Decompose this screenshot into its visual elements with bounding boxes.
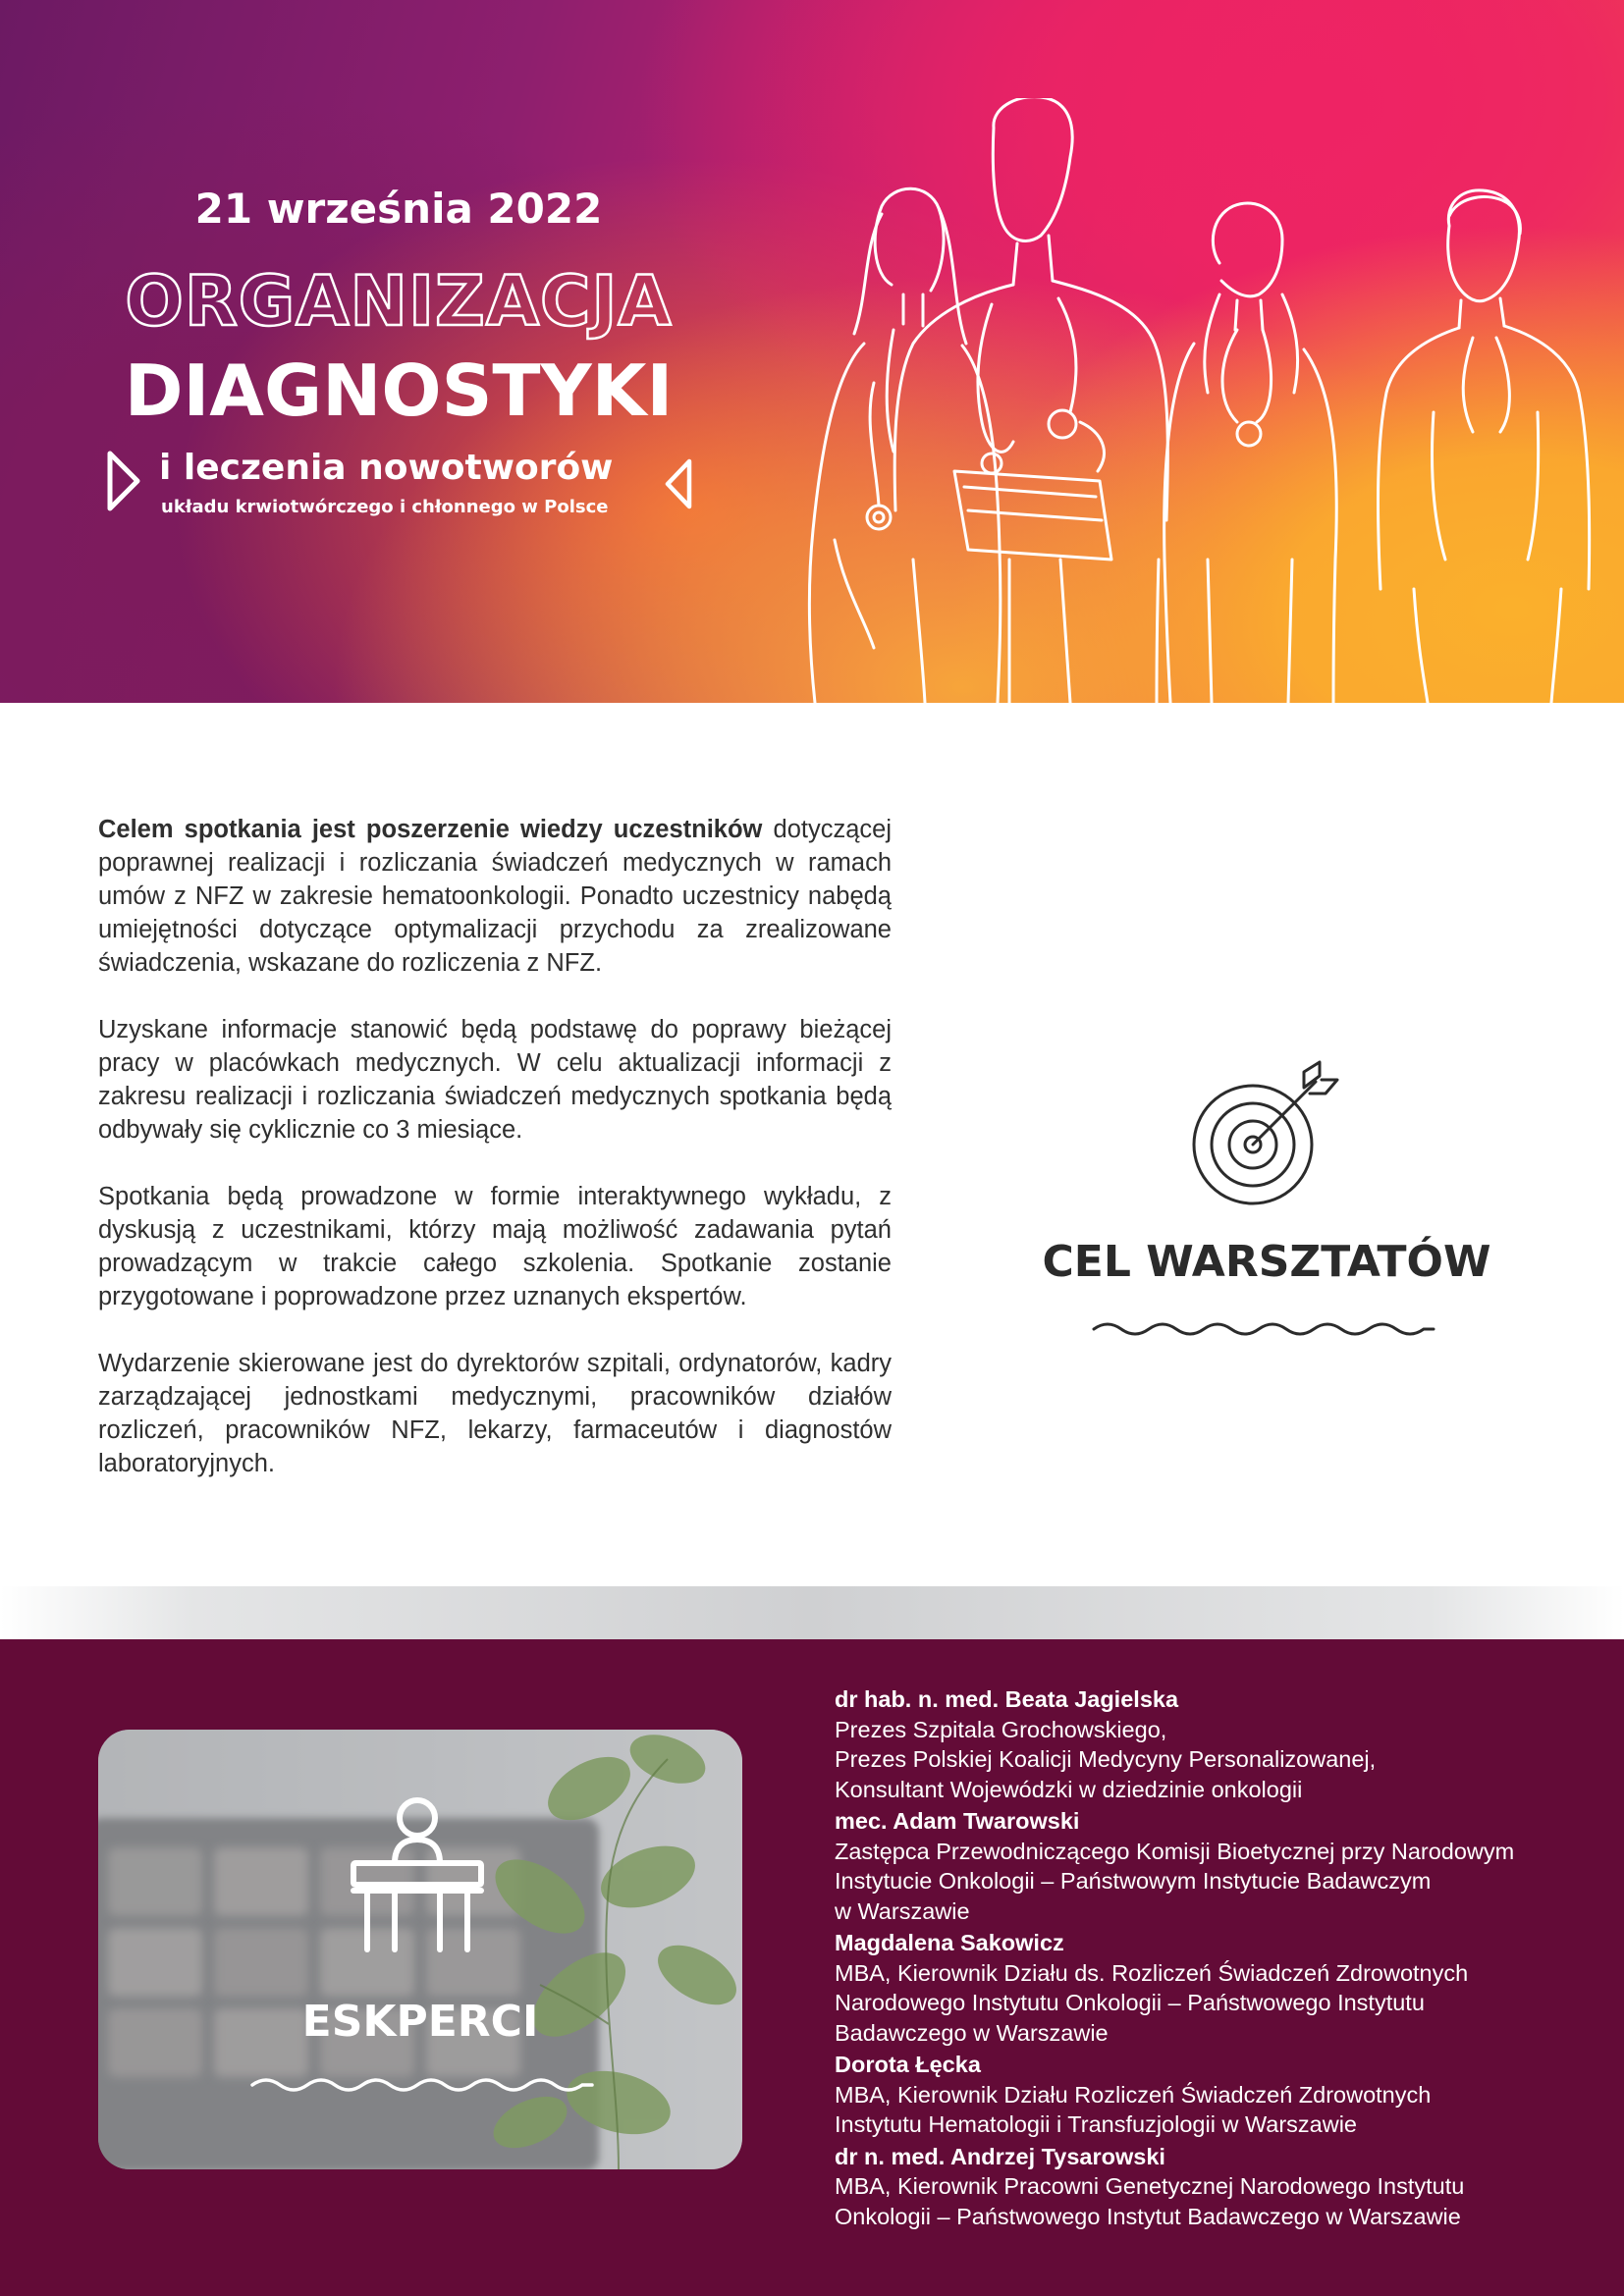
hero-subtitle: i leczenia nowotworów [159, 448, 614, 488]
expert-role-line: Instytutu Hematologii i Transfuzjologii w Warszawie [835, 2111, 1357, 2137]
expert-entry [835, 1684, 1581, 1804]
experts-list [835, 1684, 1581, 2233]
experts-card [98, 1730, 742, 2169]
expert-entry [835, 2142, 1581, 2232]
experts-card-title: ESKPERCI [301, 1997, 539, 2047]
intro-paragraph-2: Uzyskane informacje stanowić będą podstawę do poprawy bieżącej pracy w placówkach medycznych. W celu aktualizacji informacji z zakresu realizacji i rozliczania świadczeń medycznych spotkania będą odbywały się cyklicznie co 3 miesiące. [98, 1016, 892, 1144]
expert-entry [835, 1806, 1581, 1926]
expert-role-line: Prezes Polskiej Koalicji Medycyny Personalizowanej, [835, 1746, 1377, 1772]
intro-lead-bold: Celem spotkania jest poszerzenie wiedzy uczestników [98, 816, 763, 843]
expert-role-line: Onkologii – Państwowego Instytut Badawczego w Warszawie [835, 2203, 1461, 2229]
expert-role-line: Instytucie Onkologii – Państwowym Instytucie Badawczym [835, 1868, 1432, 1894]
expert-name: mec. Adam Twarowski [835, 1808, 1080, 1834]
expert-role-line: Konsultant Wojewódzki w dziedzinie onkologii [835, 1776, 1303, 1802]
wave-divider-icon [1092, 1317, 1435, 1341]
triangle-right-icon [664, 457, 693, 510]
expert-role-line: Badawczego w Warszawie [835, 2019, 1109, 2046]
triangle-left-icon [106, 450, 141, 512]
wave-divider-icon [250, 2073, 594, 2097]
hero-banner [0, 0, 1624, 703]
intro-paragraph-3: Spotkania będą prowadzone w formie interaktywnego wykładu, z dyskusją z uczestnikami, którzy mają możliwość zadawania pytań prowadzącym w trakcie całego szkolenia. Spotkanie zostanie przygotowane i poprowadzone przez uznanych ekspertów. [98, 1183, 892, 1310]
expert-name: Dorota Łęcka [835, 2052, 981, 2077]
expert-name: dr hab. n. med. Beata Jagielska [835, 1686, 1179, 1712]
intro-text [98, 813, 892, 1514]
expert-role-line: w Warszawie [835, 1897, 970, 1924]
hero-title-main: DIAGNOSTYKI [124, 349, 674, 432]
expert-role-line: MBA, Kierownik Działu Rozliczeń Świadczeń Zdrowotnych [835, 2081, 1432, 2108]
expert-role-line: MBA, Kierownik Działu ds. Rozliczeń Świadczeń Zdrowotnych [835, 1959, 1469, 1986]
intro-paragraph-4: Wydarzenie skierowane jest do dyrektorów szpitali, ordynatorów, kadry zarządzającej jednostkami medycznymi, pracowników działów rozliczeń, pracowników NFZ, lekarzy, farmaceutów i diagnostów laboratoryjnych. [98, 1350, 892, 1477]
expert-role-line: Prezes Szpitala Grochowskiego, [835, 1716, 1167, 1742]
hero-title-outline: ORGANIZACJA [125, 261, 673, 342]
target-icon [1188, 1060, 1345, 1207]
intro-paragraph-1 [98, 813, 892, 980]
expert-role-line: Zastępca Przewodniczącego Komisji Bioetycznej przy Narodowym [835, 1838, 1515, 1864]
plant-leaves-icon [471, 1730, 742, 2169]
expert-role-line: Narodowego Instytutu Onkologii – Państwowego Instytutu [835, 1990, 1425, 2015]
goal-title: CEL WARSZTATÓW [1042, 1237, 1491, 1287]
event-date: 21 września 2022 [194, 185, 603, 233]
expert-entry [835, 1928, 1581, 2048]
expert-name: Magdalena Sakowicz [835, 1930, 1064, 1955]
hero-subtitle-small: układu krwiotwórczego i chłonnego w Polsce [161, 497, 609, 517]
intro-paragraph-1-text: dotyczącej poprawnej realizacji i rozliczania świadczeń medycznych w ramach umów z NFZ w zakresie hematoonkologii. Ponadto uczestnicy nabędą umiejętności dotyczące optymalizacji przychodu za zrealizowane świadczenia, wskazane do rozliczenia z NFZ. [98, 816, 892, 977]
doctors-line-art-icon [746, 98, 1624, 703]
section-divider [0, 1586, 1624, 1639]
expert-role-line: MBA, Kierownik Pracowni Genetycznej Narodowego Instytutu [835, 2173, 1465, 2199]
expert-name: dr n. med. Andrzej Tysarowski [835, 2143, 1165, 2169]
lectern-speaker-icon [334, 1789, 501, 1955]
expert-entry [835, 2050, 1581, 2140]
